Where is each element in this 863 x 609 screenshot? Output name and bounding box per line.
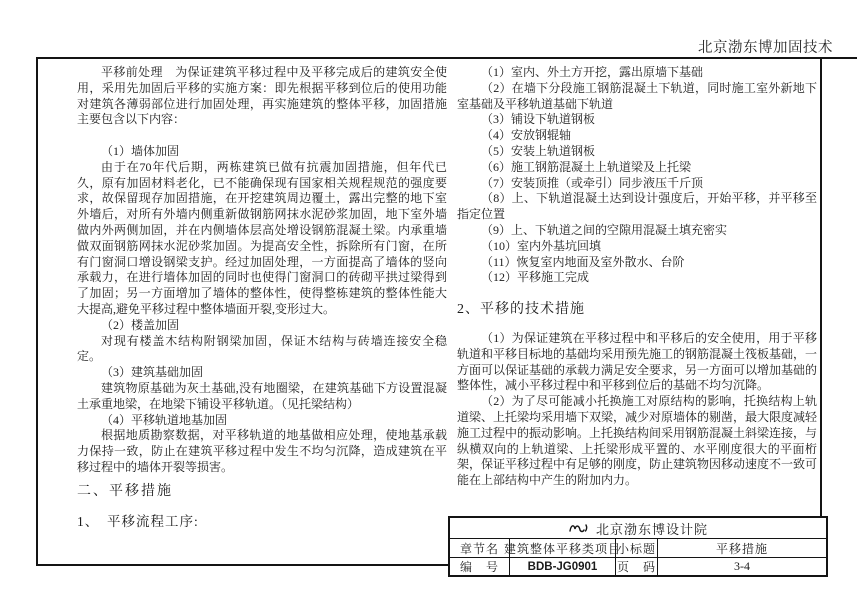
page-label: 页 码 [616, 560, 656, 574]
subsection-heading-technical: 2、平移的技术措施 [457, 302, 585, 318]
item-title: （3）建筑基础加固 [101, 365, 204, 380]
step-item: （2）在墙下分段施工钢筋混凝土下轨道，同时施工室外新地下室基础及平移轨道基础下轨道 [457, 80, 817, 111]
subtitle-label: 小标题 [616, 539, 658, 558]
item-body: 对现有楼盖木结构附钢梁加固，保证木结构与砖墙连接安全稳定。 [77, 333, 447, 364]
subsection-heading-process: 1、 平移流程工序: [77, 513, 199, 529]
institute-name: 北京渤东博设计院 [595, 521, 708, 537]
technical-paragraph: （2）为了尽可能减小托换施工对原结构的影响，托换结构上轨道梁、上托梁均采用墙下双梁，减少对原墙体的剔凿，最大限度减轻施工过程中的振动影响。上托换结构间采用钢筋混凝土斜梁连接，与纵横双向的上轨道梁、上托梁形成平置的、水平刚度很大的平面桁架，保证平移过程中有足够的刚度，防止建筑物因移动速度不一致可能在上部结构中产生的附加内力。 [457, 394, 818, 488]
section-heading-measures: 二、平移措施 [77, 483, 173, 499]
institute-logo-icon [568, 522, 590, 534]
step-item: （3）铺设下轨道钢板 [481, 112, 596, 127]
title-block-grid [450, 539, 826, 575]
left-column [77, 65, 447, 529]
page-value: 3-4 [734, 559, 750, 573]
step-item: （5）安装上轨道钢板 [481, 143, 596, 158]
content-frame [36, 57, 822, 566]
item-body: 由于在70年代后期，两栋建筑已做有抗震加固措施，但年代已久，原有加固材料老化，已不能确保现有国家相关规程规范的强度要求，故保留现存加固措施，在开挖建筑周边覆土，露出完整的地下室外墙后，对所有外墙内侧重新做钢筋网抹水泥砂浆加固，地下室外墙做内外两侧加固，并在内侧墙体层高处增设钢筋混凝土梁。内承重墙做双面钢筋网抹水泥砂浆加固。为提高安全性，拆除所有门窗，在所有门窗洞口增设钢梁支护。经过加固处理，一方面提高了墙体的竖向承载力，在进行墙体加固的同时也使得门窗洞口的砖砌平拱过梁得到了加固；另一方面增加了墙体的整体性，使得整栋建筑的整体性能大大提高,避免平移过程中整体墙面开裂,变形过大。 [77, 159, 447, 316]
step-item: （7）安装顶推（或牵引）同步液压千斤顶 [481, 175, 704, 190]
step-item: （10）室内外基坑回填 [481, 238, 602, 253]
step-item: （6）施工钢筋混凝土上轨道梁及上托梁 [481, 159, 692, 174]
right-column [457, 65, 817, 489]
step-item: （8）上、下轨道混凝土达到设计强度后，开始平移，并平移至指定位置 [457, 191, 817, 222]
chapter-value: 建筑整体平移类项目 [510, 539, 616, 558]
item-title: （2）楼盖加固 [101, 317, 180, 332]
technical-paragraph: （1）为保证建筑在平移过程中和平移后的安全使用，用于平移轨道和平移目标地的基础均采用预先施工的钢筋混凝土筏板基础，一方面可以保证基础的承载力满足安全要求，另一方面可以增加基础的整体性，减小平移过程中和平移到位后的基础不均匀沉降。 [457, 330, 818, 393]
number-value: BDB-JG0901 [510, 558, 616, 575]
step-item: （1）室内、外土方开挖，露出原墙下基础 [481, 65, 704, 79]
page-header-title: 北京渤东博加固技术 [698, 40, 833, 56]
number-label: 编 号 [450, 558, 510, 575]
item-body: 根据地质勘察数据，对平移轨道的地基做相应处理，使地基承载力保持一致，防止在建筑平移过程中发生不均匀沉降，造成建筑在平移过程中的墙体开裂等损害。 [77, 428, 447, 474]
chapter-label: 章节名 [450, 539, 510, 558]
item-title: （1）墙体加固 [101, 143, 180, 158]
item-body: 建筑物原基础为灰土基础,没有地圈梁，在建筑基础下方设置混凝土承重地梁，在地梁下铺设平移轨道。（见托梁结构） [77, 380, 447, 411]
title-block-header [450, 518, 826, 539]
header-rule [816, 57, 857, 59]
step-item: （12）平移施工完成 [481, 270, 590, 285]
lead-paragraph: 平移前处理 为保证建筑平移过程中及平移完成后的建筑安全使用，采用先加固后平移的实施方案：即先根据平移到位后的使用功能对建筑各薄弱部位进行加固处理，再实施建筑的整体平移，加固措施主要包含以下内容： [77, 65, 447, 127]
subtitle-value: 平移措施 [658, 539, 826, 558]
title-block [448, 516, 828, 577]
step-item: （9）上、下轨道之间的空隙用混凝土填充密实 [481, 222, 728, 237]
step-item: （4）安放钢辊轴 [481, 128, 572, 143]
step-item: （11）恢复室内地面及室外散水、台阶 [481, 254, 685, 269]
item-title: （4）平移轨道地基加固 [101, 412, 228, 427]
